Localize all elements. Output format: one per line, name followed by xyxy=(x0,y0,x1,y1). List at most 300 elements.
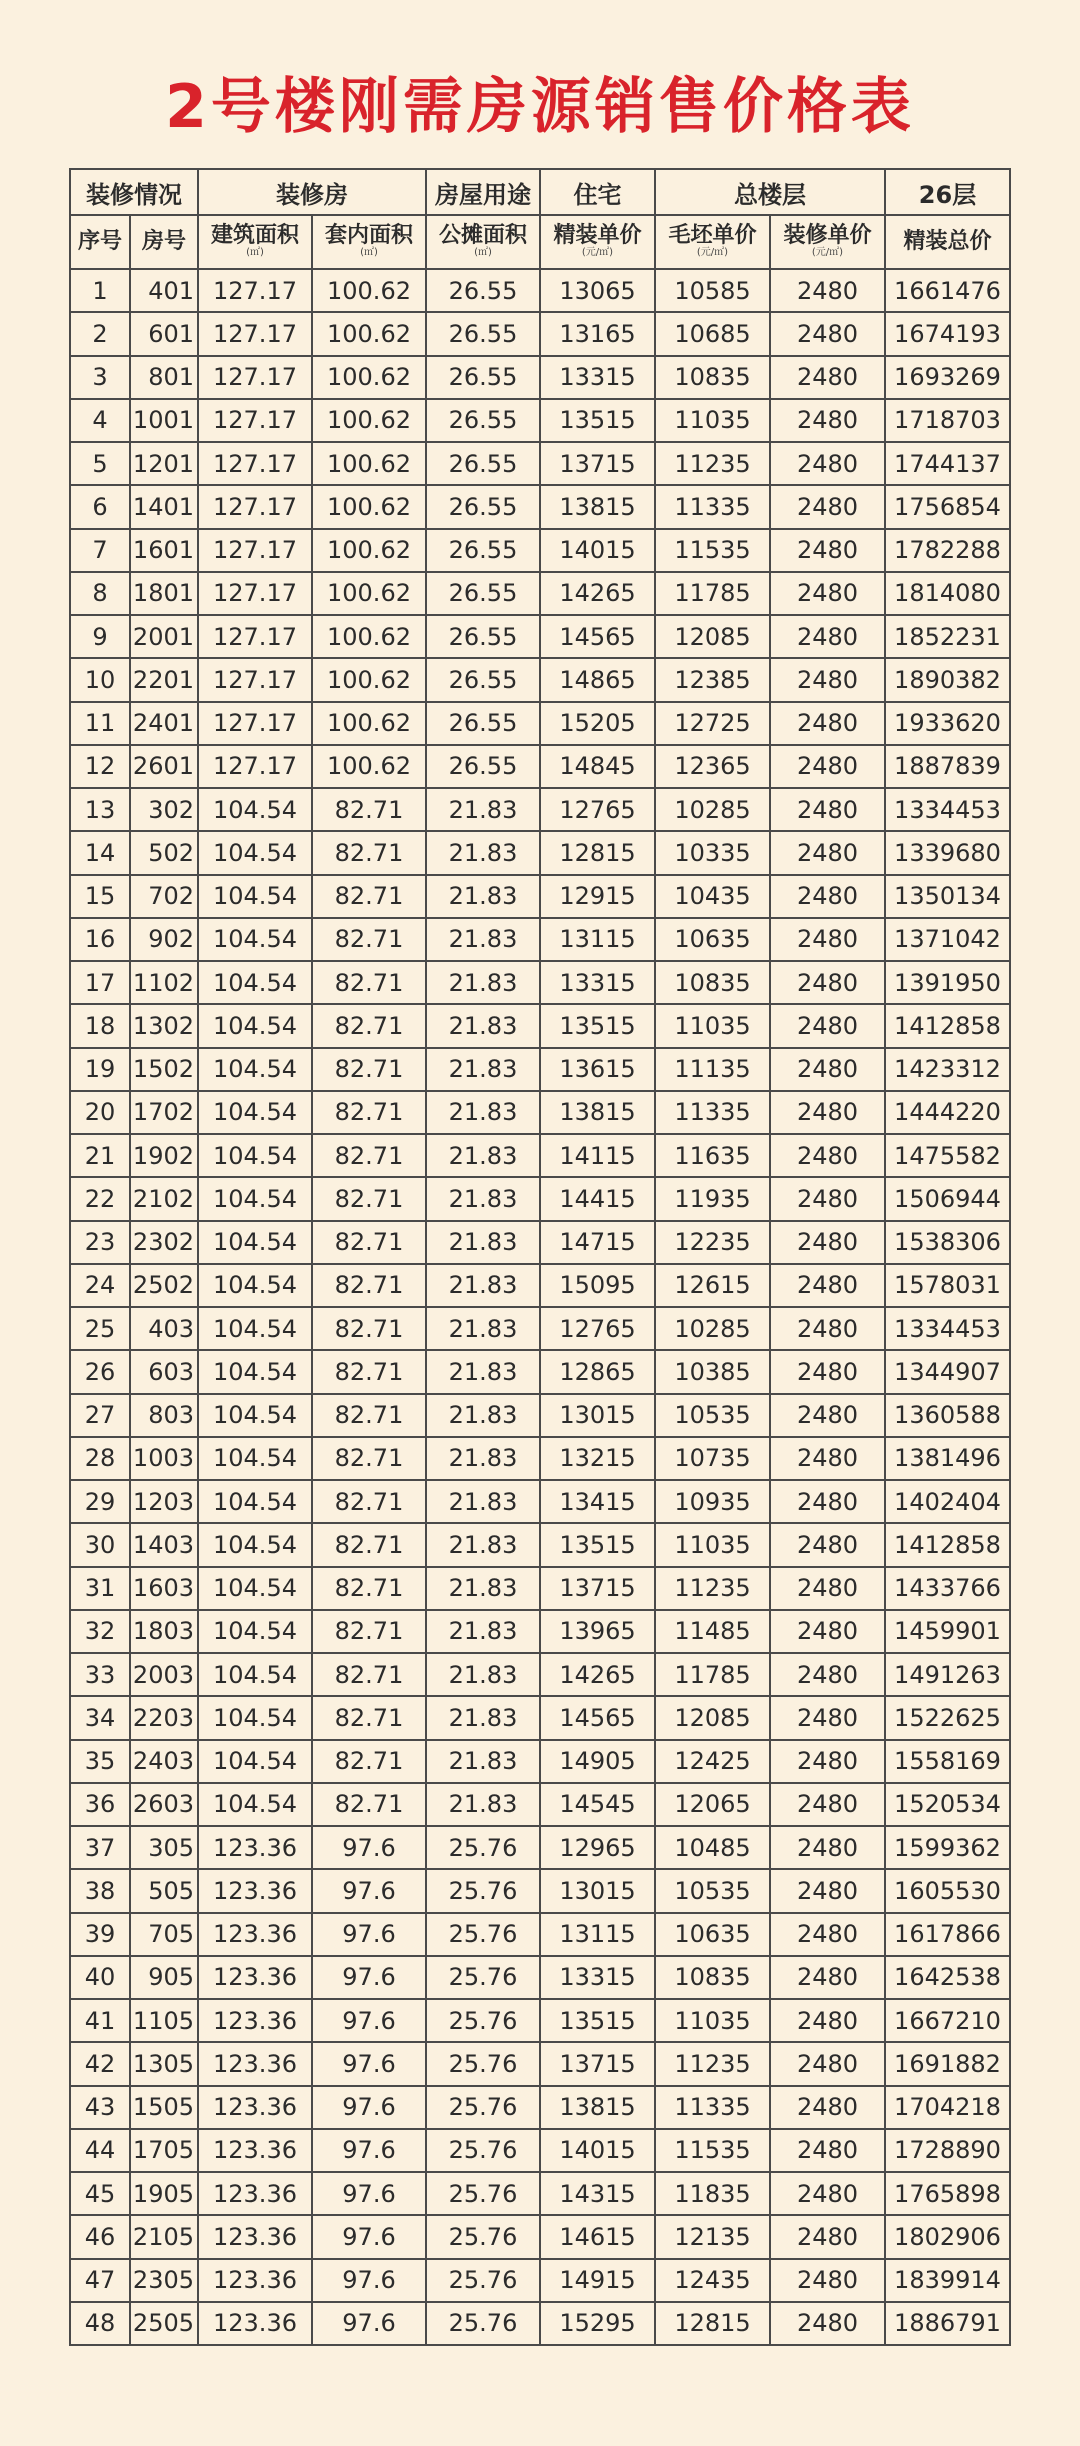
table-cell: 2480 xyxy=(770,831,885,874)
table-cell: 82.71 xyxy=(312,1264,426,1307)
table-cell: 100.62 xyxy=(312,658,426,701)
table-row xyxy=(70,875,1010,918)
table-cell: 26.55 xyxy=(426,312,540,355)
table-cell: 2480 xyxy=(770,1307,885,1350)
table-cell: 2305 xyxy=(130,2259,198,2302)
table-cell: 21.83 xyxy=(426,1134,540,1177)
table-cell: 1705 xyxy=(130,2129,198,2172)
table-cell: 2480 xyxy=(770,2302,885,2345)
table-cell: 2505 xyxy=(130,2302,198,2345)
table-cell: 48 xyxy=(70,2302,130,2345)
table-cell: 4 xyxy=(70,399,130,442)
table-cell: 1718703 xyxy=(885,399,1010,442)
table-cell: 11235 xyxy=(655,2042,770,2085)
table-cell: 1201 xyxy=(130,442,198,485)
table-row xyxy=(70,1048,1010,1091)
table-cell: 123.36 xyxy=(198,2086,312,2129)
table-row xyxy=(70,702,1010,745)
table-cell: 1371042 xyxy=(885,918,1010,961)
table-cell: 11335 xyxy=(655,485,770,528)
table-cell: 11235 xyxy=(655,1567,770,1610)
table-cell: 1642538 xyxy=(885,1956,1010,1999)
table-cell: 2480 xyxy=(770,658,885,701)
table-cell: 305 xyxy=(130,1826,198,1869)
table-cell: 22 xyxy=(70,1177,130,1220)
table-row xyxy=(70,1653,1010,1696)
table-cell: 14715 xyxy=(540,1221,655,1264)
table-cell: 127.17 xyxy=(198,615,312,658)
table-row xyxy=(70,572,1010,615)
table-cell: 16 xyxy=(70,918,130,961)
table-cell: 1702 xyxy=(130,1091,198,1134)
table-cell: 19 xyxy=(70,1048,130,1091)
table-cell: 13515 xyxy=(540,399,655,442)
table-cell: 104.54 xyxy=(198,1177,312,1220)
table-cell: 82.71 xyxy=(312,1740,426,1783)
table-cell: 2480 xyxy=(770,1826,885,1869)
table-cell: 2480 xyxy=(770,875,885,918)
table-cell: 39 xyxy=(70,1913,130,1956)
table-cell: 2480 xyxy=(770,2215,885,2258)
table-cell: 8 xyxy=(70,572,130,615)
header-row-1 xyxy=(70,169,1010,215)
table-cell: 11235 xyxy=(655,442,770,485)
table-cell: 46 xyxy=(70,2215,130,2258)
column-header-label: 房号 xyxy=(141,229,186,254)
table-cell: 10835 xyxy=(655,356,770,399)
table-cell: 1782288 xyxy=(885,529,1010,572)
header-floors-value: 26层 xyxy=(885,169,1010,215)
table-cell: 97.6 xyxy=(312,2172,426,2215)
table-row xyxy=(70,2042,1010,2085)
table-cell: 11335 xyxy=(655,2086,770,2129)
table-cell: 25 xyxy=(70,1307,130,1350)
table-cell: 13815 xyxy=(540,485,655,528)
table-cell: 23 xyxy=(70,1221,130,1264)
table-cell: 2403 xyxy=(130,1740,198,1783)
table-row xyxy=(70,1437,1010,1480)
table-cell: 6 xyxy=(70,485,130,528)
table-cell: 100.62 xyxy=(312,615,426,658)
column-header xyxy=(655,215,770,269)
table-cell: 11635 xyxy=(655,1134,770,1177)
table-cell: 25.76 xyxy=(426,1913,540,1956)
table-cell: 1704218 xyxy=(885,2086,1010,2129)
table-cell: 1756854 xyxy=(885,485,1010,528)
table-row xyxy=(70,2172,1010,2215)
table-cell: 14865 xyxy=(540,658,655,701)
table-cell: 2480 xyxy=(770,1048,885,1091)
table-cell: 13315 xyxy=(540,1956,655,1999)
table-row xyxy=(70,1523,1010,1566)
table-cell: 14 xyxy=(70,831,130,874)
table-cell: 1601 xyxy=(130,529,198,572)
table-cell: 13515 xyxy=(540,1999,655,2042)
table-row xyxy=(70,1307,1010,1350)
table-cell: 1302 xyxy=(130,1004,198,1047)
table-row xyxy=(70,1264,1010,1307)
table-cell: 18 xyxy=(70,1004,130,1047)
table-cell: 14265 xyxy=(540,572,655,615)
table-cell: 2603 xyxy=(130,1783,198,1826)
table-cell: 40 xyxy=(70,1956,130,1999)
table-cell: 2480 xyxy=(770,1091,885,1134)
table-cell: 127.17 xyxy=(198,702,312,745)
table-cell: 10635 xyxy=(655,1913,770,1956)
table-cell: 1578031 xyxy=(885,1264,1010,1307)
table-cell: 2480 xyxy=(770,1177,885,1220)
table-cell: 13415 xyxy=(540,1480,655,1523)
table-cell: 127.17 xyxy=(198,745,312,788)
table-cell: 97.6 xyxy=(312,2215,426,2258)
table-cell: 25.76 xyxy=(426,2086,540,2129)
table-cell: 26.55 xyxy=(426,572,540,615)
table-cell: 82.71 xyxy=(312,1394,426,1437)
table-cell: 47 xyxy=(70,2259,130,2302)
table-cell: 11035 xyxy=(655,399,770,442)
table-cell: 5 xyxy=(70,442,130,485)
table-cell: 401 xyxy=(130,269,198,312)
table-cell: 104.54 xyxy=(198,1696,312,1739)
table-cell: 21.83 xyxy=(426,1394,540,1437)
table-cell: 2003 xyxy=(130,1653,198,1696)
table-cell: 15095 xyxy=(540,1264,655,1307)
table-cell: 104.54 xyxy=(198,1480,312,1523)
table-cell: 13715 xyxy=(540,442,655,485)
table-cell: 24 xyxy=(70,1264,130,1307)
table-cell: 601 xyxy=(130,312,198,355)
table-cell: 12085 xyxy=(655,615,770,658)
table-row xyxy=(70,1350,1010,1393)
table-cell: 11485 xyxy=(655,1610,770,1653)
table-cell: 1339680 xyxy=(885,831,1010,874)
table-cell: 2480 xyxy=(770,1913,885,1956)
table-row xyxy=(70,485,1010,528)
table-row xyxy=(70,1480,1010,1523)
table-cell: 302 xyxy=(130,788,198,831)
table-cell: 127.17 xyxy=(198,485,312,528)
table-row xyxy=(70,1740,1010,1783)
table-cell: 97.6 xyxy=(312,2259,426,2302)
table-cell: 11835 xyxy=(655,2172,770,2215)
table-row xyxy=(70,2086,1010,2129)
table-cell: 82.71 xyxy=(312,961,426,1004)
table-cell: 2480 xyxy=(770,1956,885,1999)
table-cell: 25.76 xyxy=(426,2302,540,2345)
table-cell: 12725 xyxy=(655,702,770,745)
table-row xyxy=(70,1826,1010,1869)
table-cell: 12425 xyxy=(655,1740,770,1783)
table-cell: 100.62 xyxy=(312,572,426,615)
table-cell: 26 xyxy=(70,1350,130,1393)
table-cell: 21.83 xyxy=(426,1048,540,1091)
table-cell: 10635 xyxy=(655,918,770,961)
table-cell: 32 xyxy=(70,1610,130,1653)
table-cell: 1728890 xyxy=(885,2129,1010,2172)
table-cell: 1803 xyxy=(130,1610,198,1653)
table-cell: 104.54 xyxy=(198,1394,312,1437)
table-cell: 25.76 xyxy=(426,2042,540,2085)
table-cell: 14565 xyxy=(540,1696,655,1739)
table-cell: 11035 xyxy=(655,1523,770,1566)
table-row xyxy=(70,1177,1010,1220)
table-cell: 100.62 xyxy=(312,702,426,745)
table-cell: 104.54 xyxy=(198,1783,312,1826)
column-header xyxy=(312,215,426,269)
column-header-unit: (㎡) xyxy=(360,247,378,258)
table-cell: 12765 xyxy=(540,1307,655,1350)
table-cell: 2480 xyxy=(770,2042,885,2085)
table-row xyxy=(70,269,1010,312)
table-cell: 502 xyxy=(130,831,198,874)
table-cell: 1765898 xyxy=(885,2172,1010,2215)
table-cell: 82.71 xyxy=(312,1177,426,1220)
table-cell: 2201 xyxy=(130,658,198,701)
table-cell: 1401 xyxy=(130,485,198,528)
table-cell: 2480 xyxy=(770,485,885,528)
table-row xyxy=(70,961,1010,1004)
table-cell: 15205 xyxy=(540,702,655,745)
table-cell: 30 xyxy=(70,1523,130,1566)
table-cell: 123.36 xyxy=(198,1826,312,1869)
table-cell: 14545 xyxy=(540,1783,655,1826)
table-cell: 2480 xyxy=(770,1740,885,1783)
table-cell: 21.83 xyxy=(426,1221,540,1264)
table-cell: 13965 xyxy=(540,1610,655,1653)
table-cell: 10685 xyxy=(655,312,770,355)
table-row xyxy=(70,1394,1010,1437)
table-cell: 21.83 xyxy=(426,1610,540,1653)
table-cell: 1558169 xyxy=(885,1740,1010,1783)
table-cell: 13515 xyxy=(540,1004,655,1047)
table-cell: 12965 xyxy=(540,1826,655,1869)
table-cell: 1203 xyxy=(130,1480,198,1523)
table-cell: 41 xyxy=(70,1999,130,2042)
table-cell: 1381496 xyxy=(885,1437,1010,1480)
table-cell: 100.62 xyxy=(312,529,426,572)
table-cell: 104.54 xyxy=(198,1264,312,1307)
table-cell: 15 xyxy=(70,875,130,918)
table-cell: 100.62 xyxy=(312,442,426,485)
table-cell: 1334453 xyxy=(885,788,1010,831)
table-cell: 21.83 xyxy=(426,918,540,961)
table-cell: 104.54 xyxy=(198,1004,312,1047)
table-row xyxy=(70,356,1010,399)
table-cell: 2480 xyxy=(770,1610,885,1653)
header-row-2 xyxy=(70,215,1010,269)
table-cell: 2480 xyxy=(770,1783,885,1826)
table-cell: 25.76 xyxy=(426,2172,540,2215)
table-cell: 123.36 xyxy=(198,2302,312,2345)
table-cell: 97.6 xyxy=(312,2302,426,2345)
table-row xyxy=(70,312,1010,355)
table-cell: 45 xyxy=(70,2172,130,2215)
table-cell: 82.71 xyxy=(312,1480,426,1523)
column-header-unit: (元/㎡) xyxy=(696,247,729,258)
table-cell: 97.6 xyxy=(312,1826,426,1869)
table-row xyxy=(70,1913,1010,1956)
table-cell: 11035 xyxy=(655,1004,770,1047)
table-row xyxy=(70,1221,1010,1264)
table-cell: 127.17 xyxy=(198,442,312,485)
table-cell: 14565 xyxy=(540,615,655,658)
table-cell: 2480 xyxy=(770,442,885,485)
table-cell: 11785 xyxy=(655,1653,770,1696)
table-cell: 104.54 xyxy=(198,1437,312,1480)
table-cell: 10535 xyxy=(655,1394,770,1437)
table-cell: 1538306 xyxy=(885,1221,1010,1264)
table-cell: 127.17 xyxy=(198,312,312,355)
table-cell: 14015 xyxy=(540,2129,655,2172)
table-row xyxy=(70,615,1010,658)
table-cell: 902 xyxy=(130,918,198,961)
table-cell: 13815 xyxy=(540,2086,655,2129)
table-cell: 82.71 xyxy=(312,1610,426,1653)
table-cell: 2480 xyxy=(770,1480,885,1523)
table-cell: 44 xyxy=(70,2129,130,2172)
table-cell: 11935 xyxy=(655,1177,770,1220)
table-cell: 2480 xyxy=(770,1134,885,1177)
header-decor-type: 装修房 xyxy=(198,169,426,215)
table-cell: 12815 xyxy=(540,831,655,874)
table-row xyxy=(70,918,1010,961)
table-cell: 2480 xyxy=(770,961,885,1004)
table-cell: 82.71 xyxy=(312,1091,426,1134)
table-row xyxy=(70,529,1010,572)
table-row xyxy=(70,1004,1010,1047)
table-cell: 2480 xyxy=(770,269,885,312)
table-cell: 104.54 xyxy=(198,1091,312,1134)
table-cell: 12085 xyxy=(655,1696,770,1739)
column-header-label: 套内面积 xyxy=(324,223,413,248)
table-row xyxy=(70,1956,1010,1999)
table-cell: 2480 xyxy=(770,1394,885,1437)
table-cell: 10935 xyxy=(655,1480,770,1523)
table-row xyxy=(70,1567,1010,1610)
table-cell: 1802906 xyxy=(885,2215,1010,2258)
table-cell: 14915 xyxy=(540,2259,655,2302)
table-cell: 82.71 xyxy=(312,1048,426,1091)
table-cell: 1350134 xyxy=(885,875,1010,918)
table-cell: 13715 xyxy=(540,2042,655,2085)
table-row xyxy=(70,1783,1010,1826)
table-cell: 803 xyxy=(130,1394,198,1437)
table-cell: 100.62 xyxy=(312,485,426,528)
table-cell: 14845 xyxy=(540,745,655,788)
table-cell: 2502 xyxy=(130,1264,198,1307)
table-cell: 82.71 xyxy=(312,1134,426,1177)
table-cell: 13715 xyxy=(540,1567,655,1610)
table-cell: 123.36 xyxy=(198,1956,312,1999)
table-cell: 2480 xyxy=(770,399,885,442)
table-cell: 12385 xyxy=(655,658,770,701)
table-row xyxy=(70,399,1010,442)
table-cell: 100.62 xyxy=(312,312,426,355)
table-cell: 1887839 xyxy=(885,745,1010,788)
table-cell: 26.55 xyxy=(426,356,540,399)
table-cell: 13 xyxy=(70,788,130,831)
table-cell: 10435 xyxy=(655,875,770,918)
table-cell: 21 xyxy=(70,1134,130,1177)
column-header-label: 精装单价 xyxy=(553,223,642,248)
table-cell: 100.62 xyxy=(312,745,426,788)
table-cell: 21.83 xyxy=(426,1653,540,1696)
table-cell: 25.76 xyxy=(426,1999,540,2042)
table-cell: 123.36 xyxy=(198,2129,312,2172)
table-cell: 2001 xyxy=(130,615,198,658)
table-cell: 10835 xyxy=(655,1956,770,1999)
table-cell: 82.71 xyxy=(312,875,426,918)
table-cell: 2480 xyxy=(770,1350,885,1393)
table-row xyxy=(70,1134,1010,1177)
table-cell: 104.54 xyxy=(198,1048,312,1091)
table-cell: 1905 xyxy=(130,2172,198,2215)
header-usage: 房屋用途 xyxy=(426,169,540,215)
table-cell: 21.83 xyxy=(426,1177,540,1220)
table-cell: 17 xyxy=(70,961,130,1004)
table-cell: 2203 xyxy=(130,1696,198,1739)
table-cell: 25.76 xyxy=(426,2259,540,2302)
table-cell: 127.17 xyxy=(198,269,312,312)
table-cell: 905 xyxy=(130,1956,198,1999)
table-cell: 21.83 xyxy=(426,1264,540,1307)
table-cell: 21.83 xyxy=(426,1783,540,1826)
table-cell: 26.55 xyxy=(426,442,540,485)
table-cell: 1412858 xyxy=(885,1004,1010,1047)
table-cell: 36 xyxy=(70,1783,130,1826)
column-header-label: 毛坯单价 xyxy=(668,223,757,248)
table-cell: 1334453 xyxy=(885,1307,1010,1350)
table-cell: 1344907 xyxy=(885,1350,1010,1393)
table-cell: 10385 xyxy=(655,1350,770,1393)
table-cell: 12915 xyxy=(540,875,655,918)
table-row xyxy=(70,2302,1010,2345)
table-cell: 25.76 xyxy=(426,1826,540,1869)
table-cell: 82.71 xyxy=(312,918,426,961)
table-cell: 97.6 xyxy=(312,1913,426,1956)
table-cell: 104.54 xyxy=(198,1653,312,1696)
table-cell: 100.62 xyxy=(312,269,426,312)
table-cell: 11135 xyxy=(655,1048,770,1091)
header-floors: 总楼层 xyxy=(655,169,885,215)
table-cell: 21.83 xyxy=(426,1091,540,1134)
table-cell: 97.6 xyxy=(312,1999,426,2042)
table-cell: 1674193 xyxy=(885,312,1010,355)
table-cell: 2480 xyxy=(770,2172,885,2215)
table-cell: 21.83 xyxy=(426,1480,540,1523)
table-cell: 702 xyxy=(130,875,198,918)
table-cell: 11 xyxy=(70,702,130,745)
table-row xyxy=(70,658,1010,701)
table-cell: 1491263 xyxy=(885,1653,1010,1696)
table-cell: 82.71 xyxy=(312,1004,426,1047)
table-cell: 2480 xyxy=(770,2259,885,2302)
table-cell: 1502 xyxy=(130,1048,198,1091)
table-cell: 26.55 xyxy=(426,269,540,312)
table-cell: 104.54 xyxy=(198,1221,312,1264)
table-cell: 1814080 xyxy=(885,572,1010,615)
table-cell: 1661476 xyxy=(885,269,1010,312)
table-cell: 1839914 xyxy=(885,2259,1010,2302)
table-cell: 42 xyxy=(70,2042,130,2085)
table-cell: 21.83 xyxy=(426,788,540,831)
table-cell: 13615 xyxy=(540,1048,655,1091)
column-header xyxy=(885,215,1010,269)
table-cell: 82.71 xyxy=(312,1350,426,1393)
header-usage-value: 住宅 xyxy=(540,169,655,215)
table-cell: 1520534 xyxy=(885,1783,1010,1826)
table-cell: 1902 xyxy=(130,1134,198,1177)
